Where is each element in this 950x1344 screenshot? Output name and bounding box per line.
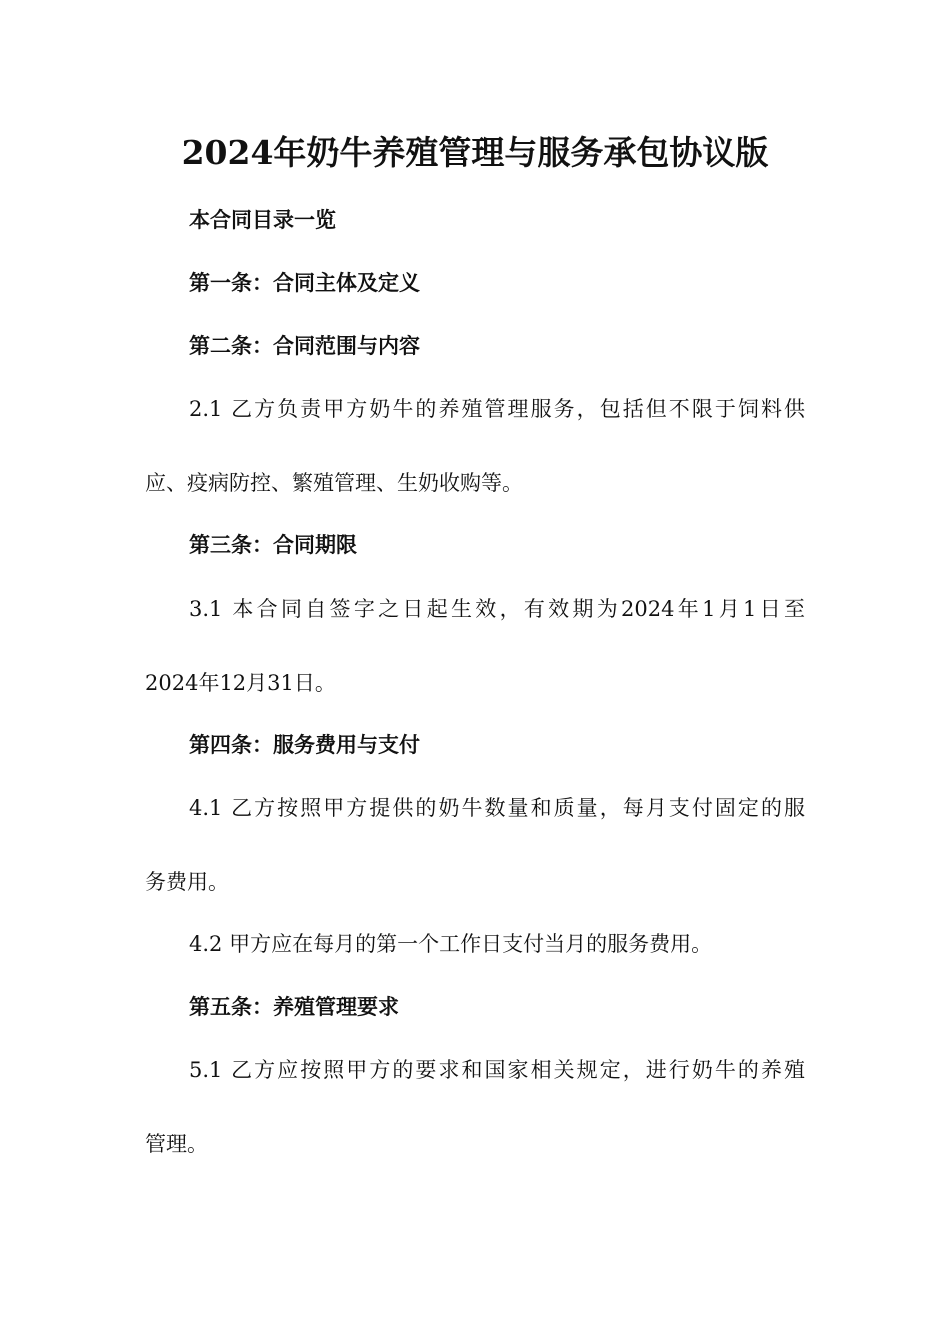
section-heading-4: 第四条：服务费用与支付 xyxy=(189,732,420,757)
section-heading-3: 第三条：合同期限 xyxy=(189,532,357,557)
section-heading-1: 第一条：合同主体及定义 xyxy=(189,270,420,295)
clause-5-1-line-1: 5.1 乙方应按照甲方的要求和国家相关规定，进行奶牛的养殖 xyxy=(189,1058,805,1082)
clause-2-1-line-2: 应、疫病防控、繁殖管理、生奶收购等。 xyxy=(145,471,523,495)
clause-4-1-line-2: 务费用。 xyxy=(145,870,229,894)
section-heading-5: 第五条：养殖管理要求 xyxy=(189,994,399,1019)
clause-3-1-line-2: 2024年12月31日。 xyxy=(145,671,336,695)
clause-3-1-line-1: 3.1 本合同自签字之日起生效，有效期为2024年1月1日至 xyxy=(189,597,805,621)
clause-5-1-line-2: 管理。 xyxy=(145,1132,208,1156)
clause-4-2: 4.2 甲方应在每月的第一个工作日支付当月的服务费用。 xyxy=(189,932,713,956)
toc-heading: 本合同目录一览 xyxy=(189,207,336,232)
document-title: 2024年奶牛养殖管理与服务承包协议版 xyxy=(181,133,769,172)
section-heading-2: 第二条：合同范围与内容 xyxy=(189,333,420,358)
clause-2-1-line-1: 2.1 乙方负责甲方奶牛的养殖管理服务，包括但不限于饲料供 xyxy=(189,397,805,421)
clause-4-1-line-1: 4.1 乙方按照甲方提供的奶牛数量和质量，每月支付固定的服 xyxy=(189,796,805,820)
